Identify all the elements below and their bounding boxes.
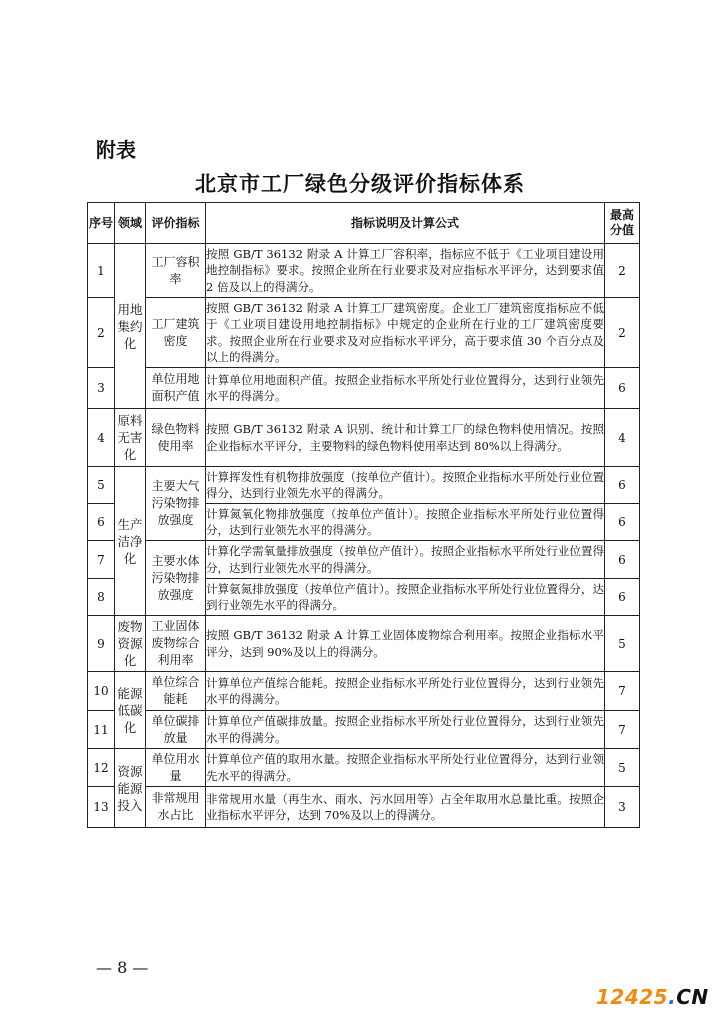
row-number: 3 <box>88 368 115 409</box>
domain-cell: 原料无害化 <box>115 409 146 467</box>
score-cell: 6 <box>605 467 640 504</box>
indicator-cell: 绿色物料使用率 <box>146 409 206 467</box>
table-header-row <box>88 203 640 244</box>
description-cell: 计算单位产值综合能耗。按照企业指标水平所处行业位置得分，达到行业领先水平的得满分。 <box>206 672 605 711</box>
score-cell: 6 <box>605 368 640 409</box>
table-row <box>88 541 640 579</box>
indicator-cell: 工厂容积率 <box>146 244 206 298</box>
score-cell: 4 <box>605 409 640 467</box>
table-row <box>88 672 640 711</box>
row-number: 6 <box>88 504 115 541</box>
score-cell: 2 <box>605 244 640 298</box>
indicator-cell: 单位碳排放量 <box>146 711 206 749</box>
score-cell: 2 <box>605 298 640 368</box>
domain-cell: 能源低碳化 <box>115 672 146 749</box>
score-cell: 6 <box>605 504 640 541</box>
description-cell: 计算氮氧化物排放强度（按单位产值计）。按照企业指标水平所处行业位置得分，达到行业领先水平的得满分。 <box>206 504 605 541</box>
row-number: 12 <box>88 749 115 787</box>
page-title: 北京市工厂绿色分级评价指标体系 <box>195 172 525 196</box>
header-max-score: 最高分值 <box>605 203 640 244</box>
indicator-cell: 单位用水量 <box>146 749 206 787</box>
table-row <box>88 711 640 749</box>
domain-cell: 生产洁净化 <box>115 467 146 616</box>
description-cell: 计算挥发性有机物排放强度（按单位产值计）。按照企业指标水平所处行业位置得分，达到行业领先水平的得满分。 <box>206 467 605 504</box>
watermark-number: 12425 <box>596 985 669 1009</box>
row-number: 9 <box>88 616 115 672</box>
row-number: 10 <box>88 672 115 711</box>
score-cell: 6 <box>605 541 640 579</box>
description-cell: 计算单位产值碳排放量。按照企业指标水平所处行业位置得分，达到行业领先水平的得满分。 <box>206 711 605 749</box>
table-row <box>88 749 640 787</box>
indicator-cell: 单位用地面积产值 <box>146 368 206 409</box>
table-row <box>88 244 640 298</box>
score-cell: 6 <box>605 579 640 616</box>
row-number: 1 <box>88 244 115 298</box>
watermark-suffix: CN <box>676 985 709 1009</box>
domain-cell: 用地集约化 <box>115 244 146 409</box>
description-cell: 计算化学需氧量排放强度（按单位产值计）。按照企业指标水平所处行业位置得分，达到行业领先水平的得满分。 <box>206 541 605 579</box>
score-cell: 3 <box>605 787 640 828</box>
table-row <box>88 409 640 467</box>
description-cell: 按照 GB/T 36132 附录 A 计算工厂建筑密度。企业工厂建筑密度指标应不低于《工业项目建设用地控制指标》中规定的企业所在行业的工厂建筑密度要求。按照企业所在行业要求及对应指标水平评分，高于要求值 30 个百分点及以上的得满分。 <box>206 298 605 368</box>
row-number: 5 <box>88 467 115 504</box>
header-description: 指标说明及计算公式 <box>206 203 605 244</box>
row-number: 2 <box>88 298 115 368</box>
domain-cell: 资源能源投入 <box>115 749 146 828</box>
row-number: 11 <box>88 711 115 749</box>
table-row <box>88 298 640 368</box>
description-cell: 计算单位产值的取用水量。按照企业指标水平所处行业位置得分，达到行业领先水平的得满分。 <box>206 749 605 787</box>
table-row <box>88 467 640 504</box>
indicator-cell: 工厂建筑密度 <box>146 298 206 368</box>
row-number: 7 <box>88 541 115 579</box>
indicator-cell: 单位综合能耗 <box>146 672 206 711</box>
score-cell: 7 <box>605 711 640 749</box>
watermark-dot: . <box>668 985 677 1009</box>
score-cell: 7 <box>605 672 640 711</box>
table-row <box>88 368 640 409</box>
indicator-table <box>87 202 640 828</box>
watermark-logo <box>596 985 709 1009</box>
attachment-label: 附表 <box>96 138 136 162</box>
description-cell: 非常规用水量（再生水、雨水、污水回用等）占全年取用水总量比重。按照企业指标水平评分，达到 70%及以上的得满分。 <box>206 787 605 828</box>
description-cell: 计算氨氮排放强度（按单位产值计）。按照企业指标水平所处行业位置得分，达到行业领先水平的得满分。 <box>206 579 605 616</box>
indicator-cell: 非常规用水占比 <box>146 787 206 828</box>
row-number: 8 <box>88 579 115 616</box>
header-indicator: 评价指标 <box>146 203 206 244</box>
description-cell: 按照 GB/T 36132 附录 A 识别、统计和计算工厂的绿色物料使用情况。按照企业指标水平评分，主要物料的绿色物料使用率达到 80%以上得满分。 <box>206 409 605 467</box>
description-cell: 按照 GB/T 36132 附录 A 计算工业固体废物综合利用率。按照企业指标水平评分，达到 90%及以上的得满分。 <box>206 616 605 672</box>
indicator-cell: 工业固体废物综合利用率 <box>146 616 206 672</box>
header-no: 序号 <box>88 203 115 244</box>
row-number: 13 <box>88 787 115 828</box>
row-number: 4 <box>88 409 115 467</box>
table-row <box>88 616 640 672</box>
indicator-cell: 主要水体污染物排放强度 <box>146 541 206 616</box>
score-cell: 5 <box>605 749 640 787</box>
domain-cell: 废物资源化 <box>115 616 146 672</box>
page-number: — 8 — <box>96 958 149 977</box>
description-cell: 按照 GB/T 36132 附录 A 计算工厂容积率，指标应不低于《工业项目建设用地控制指标》要求。按照企业所在行业要求及对应指标水平评分，达到要求值 2 倍及以上的得满分。 <box>206 244 605 298</box>
indicator-cell: 主要大气污染物排放强度 <box>146 467 206 541</box>
header-domain: 领域 <box>115 203 146 244</box>
table-row <box>88 787 640 828</box>
score-cell: 5 <box>605 616 640 672</box>
description-cell: 计算单位用地面积产值。按照企业指标水平所处行业位置得分，达到行业领先水平的得满分。 <box>206 368 605 409</box>
